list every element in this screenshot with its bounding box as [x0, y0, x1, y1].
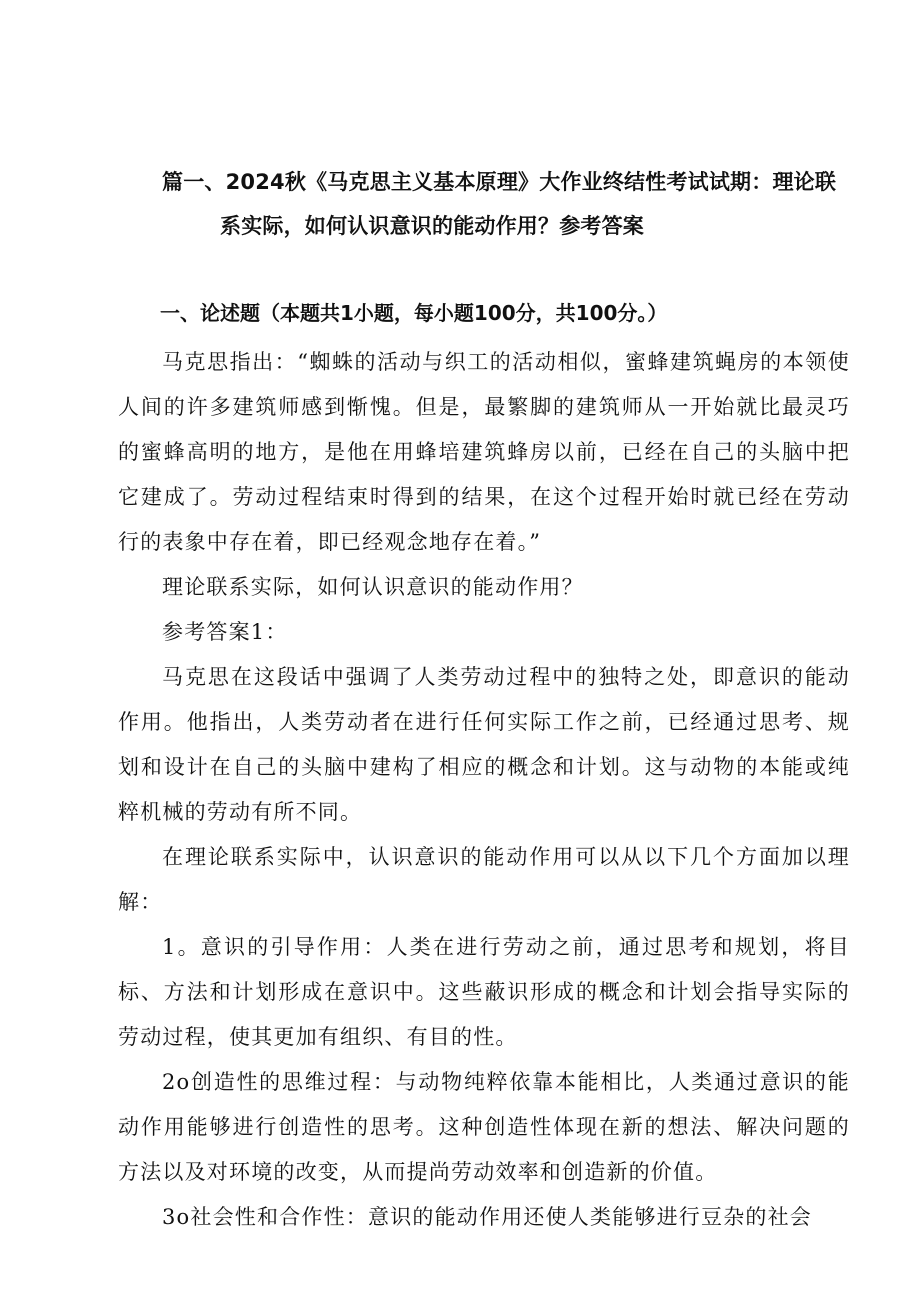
answer-point-2: 2o创造性的思维过程：与动物纯粹依靠本能相比，人类通过意识的能动作用能够进行创造性的思考。这种创造性体现在新的想法、解决问题的方法以及对环境的改变，从而提尚劳动效率和创造新的价值。 [118, 1070, 850, 1184]
document-title [118, 160, 858, 248]
answer-paragraph-2: 在理论联系实际中，认识意识的能动作用可以从以下几个方面加以理解： [118, 845, 850, 914]
answer-label: 参考答案1： [162, 620, 288, 644]
answer-point-3: 3o社会性和合作性：意识的能动作用还使人类能够进行豆杂的社会 [162, 1205, 813, 1229]
answer-paragraph-1: 马克思在这段话中强调了人类劳动过程中的独特之处，即意识的能动作用。他指出，人类劳动者在进行任何实际工作之前，已经通过思考、规划和设计在自己的头脑中建构了相应的概念和计划。这与动物的本能或纯粹机械的劳动有所不同。 [118, 665, 850, 824]
question-paragraph: 理论联系实际，如何认识意识的能动作用？ [162, 575, 584, 599]
answer-point-1: 1。意识的引导作用：人类在进行劳动之前，通过思考和规划，将目标、方法和计划形成在意识中。这些蔽识形成的概念和计划会指导实际的劳动过程，使其更加有组织、有目的性。 [118, 935, 850, 1049]
title-line-1: 篇一、2024秋《马克思主义基本原理》大作业终结性考试试期：理论联 [162, 170, 837, 194]
quote-paragraph: 马克思指出：“蜘蛛的活动与织工的活动相似，蜜蜂建筑蝇房的本领使人间的许多建筑师感到惭愧。但是，最繁脚的建筑师从一开始就比最灵巧的蜜蜂高明的地方，是他在用蜂培建筑蜂房以前，已经在自己的头脑中把它建成了。劳动过程结束时得到的结果，在这个过程开始时就已经在劳动行的表象中存在着，即已经观念地存在着。” [118, 350, 850, 554]
title-line-2: 系实际，如何认识意识的能动作用？参考答案 [220, 214, 644, 238]
section-heading: 一、论述题（本题共1小题，每小题100分，共100分。） [160, 301, 668, 325]
